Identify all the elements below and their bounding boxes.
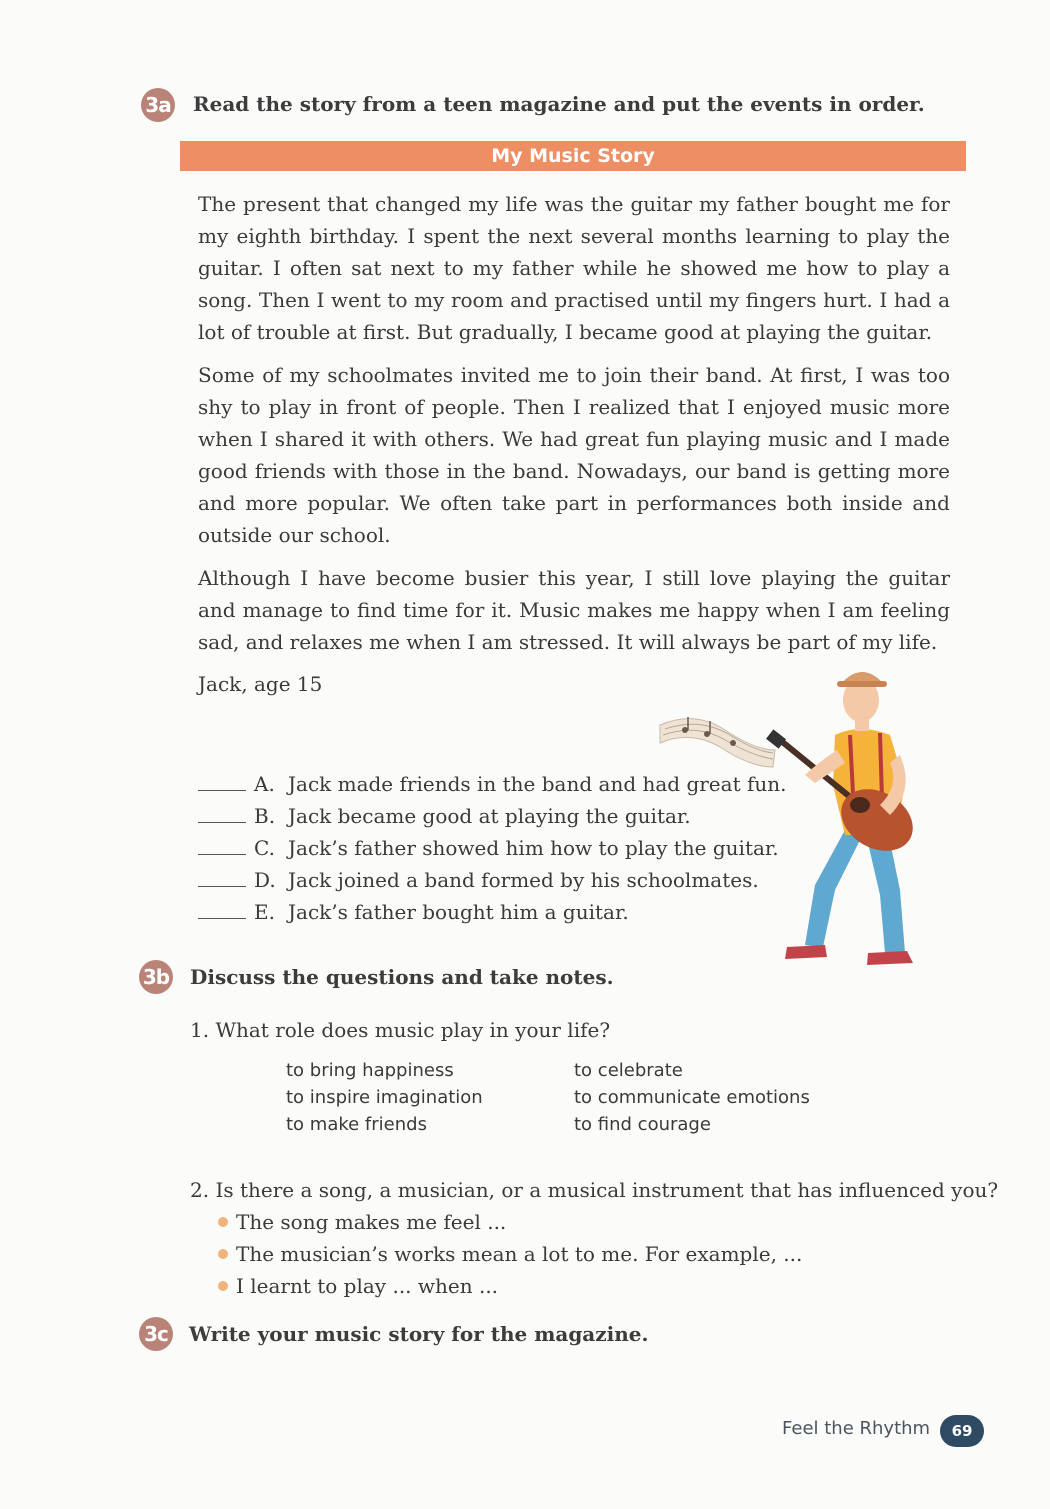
answer-blank[interactable] — [198, 836, 246, 855]
event-text: Jack’s father showed him how to play the guitar. — [288, 836, 779, 860]
hint-item — [218, 1238, 802, 1270]
role-option: to celebrate — [574, 1060, 683, 1081]
event-text: Jack joined a band formed by his schoolmates. — [288, 868, 759, 892]
role-option: to communicate emotions — [574, 1087, 810, 1108]
page-number: 69 — [940, 1415, 984, 1447]
story-author: Jack, age 15 — [198, 672, 323, 696]
event-letter: E. — [254, 900, 275, 924]
story-text — [198, 188, 950, 669]
bullet-icon — [218, 1281, 228, 1291]
story-title: My Music Story — [491, 145, 655, 167]
event-letter: D. — [254, 868, 276, 892]
event-letter: A. — [254, 772, 275, 796]
story-paragraph: Some of my schoolmates invited me to join their band. At first, I was too shy to play in front of people. Then I realized that I enjoyed music more when I shared it with others. We had great fun playing music and I made good friends with those in the band. Nowadays, our band is getting more and more popular. We often take part in performances both inside and outside our school. — [198, 363, 950, 547]
story-title-bar — [180, 141, 966, 171]
answer-blank[interactable] — [198, 772, 246, 791]
question-1: 1. What role does music play in your life? — [190, 1018, 611, 1042]
event-text: Jack’s father bought him a guitar. — [288, 900, 629, 924]
role-option: to inspire imagination — [286, 1087, 483, 1108]
bullet-icon — [218, 1249, 228, 1259]
answer-blank[interactable] — [198, 900, 246, 919]
story-paragraph: The present that changed my life was the guitar my father bought me for my eighth birthday. I spent the next several months learning to play the guitar. I often sat next to my father while he showed me how to play a song. Then I went to my room and practised until my fingers hurt. I had a lot of trouble at first. But gradually, I became good at playing the guitar. — [198, 192, 950, 344]
section-3c-badge: 3c — [139, 1317, 173, 1351]
role-options — [286, 1060, 846, 1135]
unit-title: Feel the Rhythm — [782, 1418, 931, 1439]
role-option: to bring happiness — [286, 1060, 454, 1081]
bullet-icon — [218, 1217, 228, 1227]
section-3a-instruction: Read the story from a teen magazine and put the events in order. — [193, 92, 925, 116]
hint-item — [218, 1206, 802, 1238]
role-option: to make friends — [286, 1114, 427, 1135]
answer-blank[interactable] — [198, 868, 246, 887]
answer-blank[interactable] — [198, 804, 246, 823]
section-3c-instruction: Write your music story for the magazine. — [189, 1322, 649, 1346]
question-2: 2. Is there a song, a musician, or a musical instrument that has influenced you? — [190, 1178, 999, 1202]
event-letter: C. — [254, 836, 275, 860]
section-3b-badge: 3b — [139, 960, 173, 994]
hint-list — [218, 1206, 802, 1302]
event-text: Jack made friends in the band and had great fun. — [288, 772, 787, 796]
section-3a-badge: 3a — [141, 88, 175, 122]
guitarist-illustration — [655, 655, 955, 995]
event-text: Jack became good at playing the guitar. — [288, 804, 691, 828]
section-3b-instruction: Discuss the questions and take notes. — [190, 965, 614, 989]
hint-item — [218, 1270, 802, 1302]
hint-text: I learnt to play ... when ... — [236, 1274, 499, 1298]
hint-text: The musician’s works mean a lot to me. For example, ... — [236, 1242, 803, 1266]
story-paragraph: Although I have become busier this year, I still love playing the guitar and manage to find time for it. Music makes me happy when I am feeling sad, and relaxes me when I am stressed. It will always be part of my life. — [198, 566, 950, 654]
role-option: to find courage — [574, 1114, 711, 1135]
event-letter: B. — [254, 804, 276, 828]
hint-text: The song makes me feel ... — [236, 1210, 507, 1234]
music-notes-icon — [660, 717, 775, 767]
